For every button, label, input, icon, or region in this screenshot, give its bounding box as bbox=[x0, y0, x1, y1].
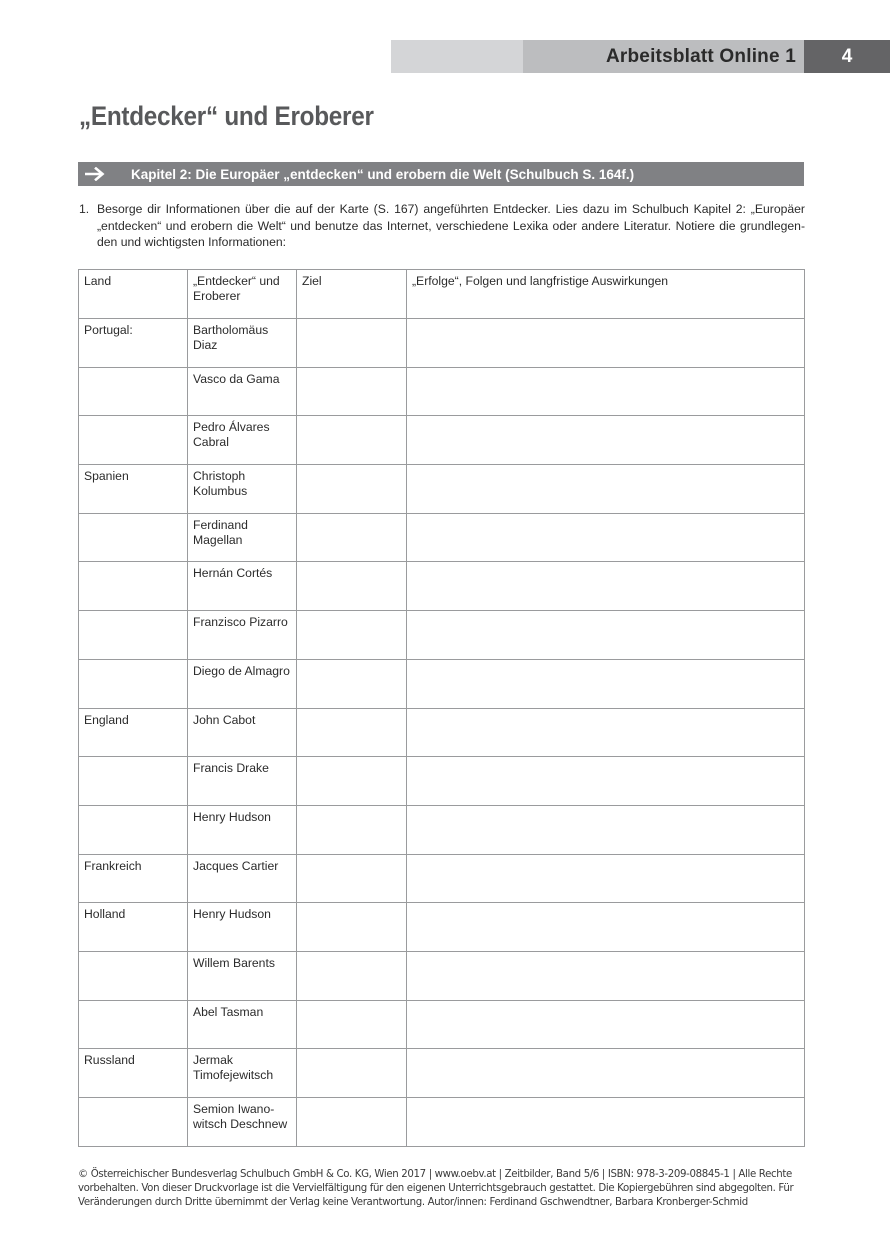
table-row bbox=[79, 611, 805, 660]
header-land: Land bbox=[79, 270, 188, 319]
cell-person: Hernán Cortés bbox=[188, 562, 297, 611]
header-band bbox=[391, 40, 890, 73]
table-header-row bbox=[79, 270, 805, 319]
page-number: 4 bbox=[804, 40, 890, 73]
cell-person: John Cabot bbox=[188, 708, 297, 757]
table-row bbox=[79, 805, 805, 854]
cell-person: Franzisco Pizarro bbox=[188, 611, 297, 660]
cell-ziel[interactable] bbox=[297, 611, 407, 660]
cell-erfolge[interactable] bbox=[407, 805, 805, 854]
arrow-right-icon bbox=[81, 167, 109, 181]
cell-land: Portugal: bbox=[79, 319, 188, 368]
cell-ziel[interactable] bbox=[297, 319, 407, 368]
cell-land bbox=[79, 659, 188, 708]
cell-person: Jermak Timofejewitsch bbox=[188, 1049, 297, 1098]
cell-land: Russland bbox=[79, 1049, 188, 1098]
cell-person: Jacques Cartier bbox=[188, 854, 297, 903]
cell-ziel[interactable] bbox=[297, 805, 407, 854]
cell-ziel[interactable] bbox=[297, 367, 407, 416]
table-row bbox=[79, 903, 805, 952]
table-row bbox=[79, 319, 805, 368]
cell-land bbox=[79, 513, 188, 562]
cell-person: Vasco da Gama bbox=[188, 367, 297, 416]
cell-land bbox=[79, 757, 188, 806]
cell-land: Frankreich bbox=[79, 854, 188, 903]
table-row bbox=[79, 1000, 805, 1049]
cell-land bbox=[79, 367, 188, 416]
cell-ziel[interactable] bbox=[297, 1098, 407, 1147]
cell-erfolge[interactable] bbox=[407, 367, 805, 416]
cell-ziel[interactable] bbox=[297, 854, 407, 903]
cell-ziel[interactable] bbox=[297, 903, 407, 952]
cell-erfolge[interactable] bbox=[407, 757, 805, 806]
footer-line: vorbehalten. Von dieser Druckvorlage ist die Vervielfältigung für den eigenen Unterrichtsgebrauch gestattet. Die Kopiergebühren sind abgegolten. Für bbox=[78, 1183, 794, 1194]
cell-person: Francis Drake bbox=[188, 757, 297, 806]
table-row bbox=[79, 1098, 805, 1147]
chapter-reference: Kapitel 2: Die Europäer „entdecken“ und erobern die Welt (Schulbuch S. 164f.) bbox=[131, 166, 635, 182]
cell-erfolge[interactable] bbox=[407, 416, 805, 465]
copyright-footer bbox=[78, 1168, 808, 1210]
table-row bbox=[79, 416, 805, 465]
sheet-label: Arbeitsblatt Online 1 bbox=[605, 45, 796, 67]
cell-ziel[interactable] bbox=[297, 659, 407, 708]
cell-ziel[interactable] bbox=[297, 1000, 407, 1049]
cell-erfolge[interactable] bbox=[407, 465, 805, 514]
cell-ziel[interactable] bbox=[297, 465, 407, 514]
cell-person: Bartholomäus Diaz bbox=[188, 319, 297, 368]
cell-person: Christoph Kolumbus bbox=[188, 465, 297, 514]
cell-person: Henry Hudson bbox=[188, 903, 297, 952]
header-erfolge: „Erfolge“, Folgen und langfristige Auswirkungen bbox=[407, 270, 805, 319]
cell-ziel[interactable] bbox=[297, 513, 407, 562]
footer-line: © Österreichischer Bundesverlag Schulbuch GmbH & Co. KG, Wien 2017 | www.oebv.at | Zeitbilder, Band 5/6 | ISBN: 978-3-209-08845-1 | Alle Rechte bbox=[78, 1169, 792, 1180]
header-band-mid bbox=[523, 40, 804, 73]
table-row bbox=[79, 1049, 805, 1098]
table-row bbox=[79, 757, 805, 806]
table-row bbox=[79, 513, 805, 562]
header-entdecker: „Entdecker“ und Eroberer bbox=[188, 270, 297, 319]
cell-erfolge[interactable] bbox=[407, 611, 805, 660]
cell-ziel[interactable] bbox=[297, 757, 407, 806]
cell-erfolge[interactable] bbox=[407, 903, 805, 952]
cell-person: Willem Barents bbox=[188, 951, 297, 1000]
cell-land: Spanien bbox=[79, 465, 188, 514]
cell-erfolge[interactable] bbox=[407, 1000, 805, 1049]
cell-erfolge[interactable] bbox=[407, 1049, 805, 1098]
cell-erfolge[interactable] bbox=[407, 708, 805, 757]
footer-line: Veränderungen durch Dritte übernimmt der Verlag keine Verantwortung. Autor/innen: Ferdinand Gschwendtner, Barbara Kronberger-Schmid bbox=[78, 1197, 748, 1208]
cell-erfolge[interactable] bbox=[407, 513, 805, 562]
header-band-light bbox=[391, 40, 523, 73]
cell-person: Semion Iwano-witsch Deschnew bbox=[188, 1098, 297, 1147]
cell-land bbox=[79, 951, 188, 1000]
cell-person: Henry Hudson bbox=[188, 805, 297, 854]
table-row bbox=[79, 659, 805, 708]
cell-person: Ferdinand Magellan bbox=[188, 513, 297, 562]
table-row bbox=[79, 465, 805, 514]
cell-erfolge[interactable] bbox=[407, 659, 805, 708]
cell-land: Holland bbox=[79, 903, 188, 952]
cell-erfolge[interactable] bbox=[407, 1098, 805, 1147]
table-row bbox=[79, 951, 805, 1000]
cell-ziel[interactable] bbox=[297, 1049, 407, 1098]
cell-land bbox=[79, 562, 188, 611]
task-text: Besorge dir Informationen über die auf der Karte (S. 167) angeführten Entdecker. Lies dazu im Schulbuch Kapitel 2: „Europäer „entdecken“ und erobern die Welt“ und benutze das Internet, verschiedene Lexika oder andere Literatur. Notiere die grundlegen-den und wichtigsten Informationen: bbox=[97, 202, 805, 249]
table-row bbox=[79, 367, 805, 416]
cell-erfolge[interactable] bbox=[407, 319, 805, 368]
table-row bbox=[79, 562, 805, 611]
cell-ziel[interactable] bbox=[297, 951, 407, 1000]
cell-land bbox=[79, 1000, 188, 1049]
cell-land bbox=[79, 1098, 188, 1147]
cell-erfolge[interactable] bbox=[407, 854, 805, 903]
task-number: 1. bbox=[79, 202, 90, 216]
chapter-bar bbox=[78, 162, 804, 186]
cell-person: Abel Tasman bbox=[188, 1000, 297, 1049]
cell-erfolge[interactable] bbox=[407, 951, 805, 1000]
cell-erfolge[interactable] bbox=[407, 562, 805, 611]
cell-ziel[interactable] bbox=[297, 562, 407, 611]
cell-land: England bbox=[79, 708, 188, 757]
explorer-table bbox=[78, 269, 805, 1147]
cell-land bbox=[79, 416, 188, 465]
page-title: „Entdecker“ und Eroberer bbox=[79, 101, 374, 131]
table-row bbox=[79, 854, 805, 903]
cell-person: Diego de Almagro bbox=[188, 659, 297, 708]
cell-land bbox=[79, 611, 188, 660]
cell-ziel[interactable] bbox=[297, 416, 407, 465]
table-row bbox=[79, 708, 805, 757]
header-ziel: Ziel bbox=[297, 270, 407, 319]
cell-ziel[interactable] bbox=[297, 708, 407, 757]
cell-person: Pedro Álvares Cabral bbox=[188, 416, 297, 465]
cell-land bbox=[79, 805, 188, 854]
task-instruction bbox=[79, 201, 805, 251]
